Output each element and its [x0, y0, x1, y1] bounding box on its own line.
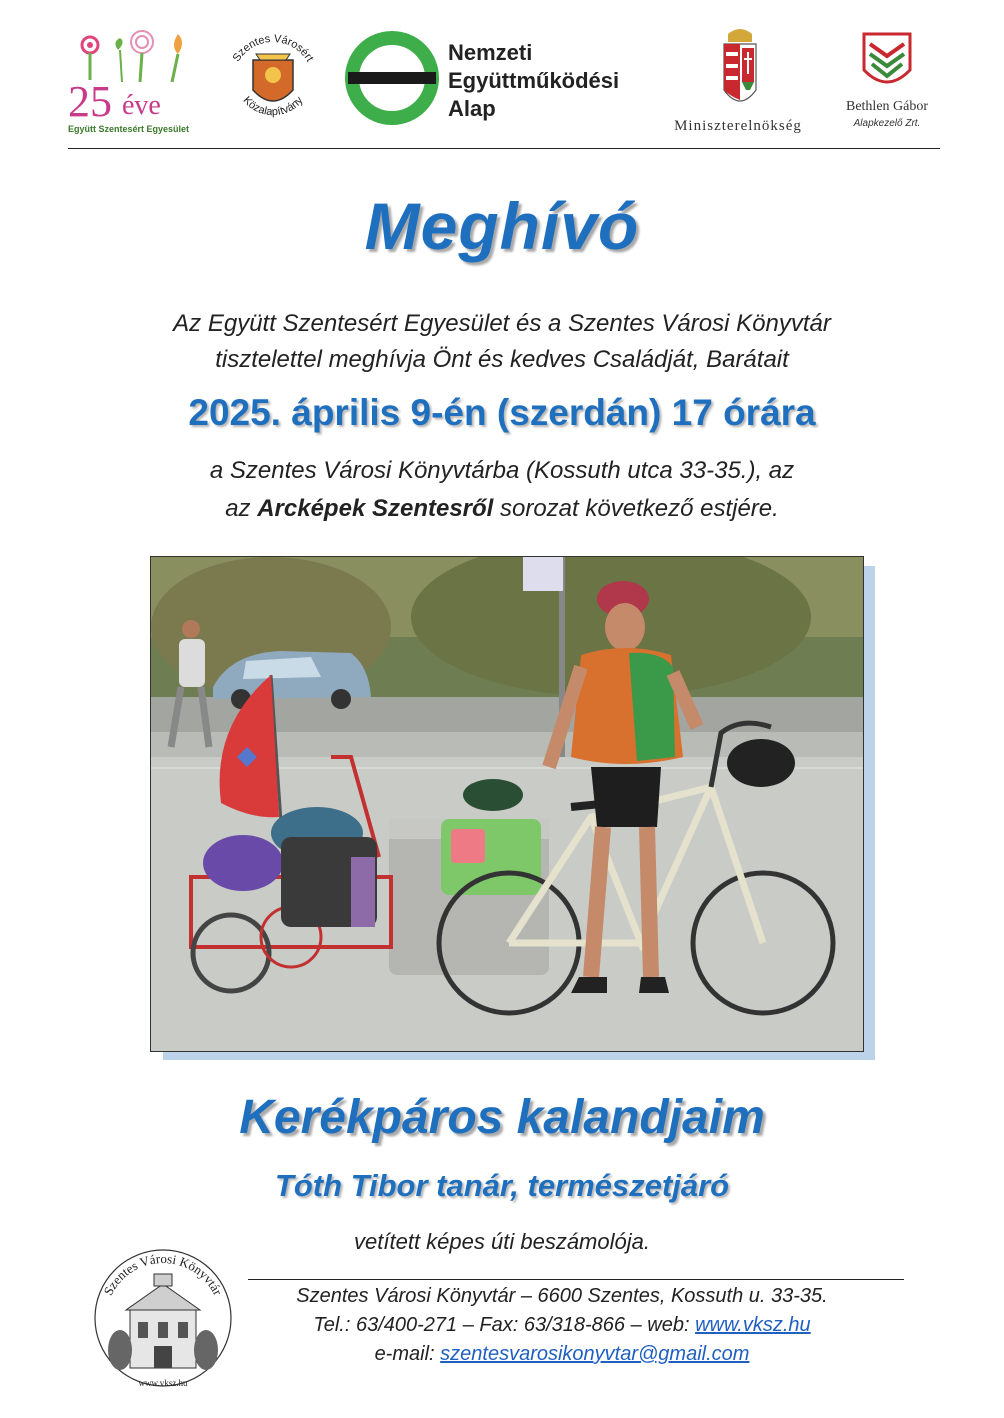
intro-line-2: tisztelettel meghívja Önt és kedves Családját, Barátait	[215, 346, 789, 373]
nea-line1: Nemzeti	[448, 40, 533, 65]
event-date: 2025. április 9-én (szerdán) 17 órára	[188, 392, 816, 433]
venue-line-2	[0, 495, 1004, 523]
hungarian-coat-of-arms-icon	[724, 29, 756, 101]
footer-web-link[interactable]: www.vksz.hu	[695, 1314, 811, 1336]
talk-title: Kerékpáros kalandjaim	[239, 1091, 765, 1144]
bethlen-shield-icon	[864, 34, 910, 82]
stamp-web: www.vksz.hu	[138, 1378, 188, 1388]
bethlen-logo	[830, 20, 944, 140]
footer-email-line	[232, 1343, 892, 1366]
footer-email-link[interactable]: szentesvarosikonyvtar@gmail.com	[440, 1343, 750, 1365]
page-title: Meghívó	[364, 189, 640, 263]
nea-line3: Alap	[448, 96, 496, 121]
footer-email-label: e-mail:	[374, 1343, 441, 1365]
footer-divider	[248, 1279, 904, 1280]
venue-line-1: a Szentes Városi Könyvtárba (Kossuth utca 33-35.), az	[209, 457, 795, 484]
foundation-ring-top: Szentes Városért	[230, 32, 316, 64]
footer-phone: Tel.: 63/400-271 – Fax: 63/318-866 – web:	[313, 1314, 696, 1336]
nea-line2: Együttműködési	[448, 68, 620, 93]
logo-25-sub: Együtt Szentesért Egyesület	[68, 124, 190, 134]
footer-contact	[232, 1314, 892, 1337]
bethlen-name: Bethlen Gábor	[845, 99, 929, 114]
nea-ring-icon	[348, 38, 436, 118]
venue-line-2-pre: az	[225, 495, 258, 522]
foundation-ring-bottom: Közalapítvány	[240, 94, 306, 119]
logo-25-suffix: éve	[122, 90, 161, 121]
foundation-logo	[218, 20, 328, 140]
sponsor-logos	[60, 20, 944, 140]
assoc-25-logo	[60, 20, 210, 140]
stamp-ring-text: Szentes Városi Könyvtár	[100, 1250, 226, 1298]
bethlen-sub: Alapkezelő Zrt.	[853, 118, 921, 129]
ministry-logo	[650, 20, 826, 140]
speaker: Tóth Tibor tanár, természetjáró	[274, 1168, 730, 1203]
footer-address: Szentes Városi Könyvtár – 6600 Szentes, Kossuth u. 33-35.	[296, 1285, 828, 1307]
venue-line-2-post: sorozat következő estjére.	[493, 495, 779, 522]
intro-line-1: Az Együtt Szentesért Egyesület és a Szentes Városi Könyvtár	[173, 310, 831, 337]
library-stamp	[88, 1240, 238, 1390]
header-divider	[68, 148, 940, 149]
ministry-name: Miniszterelnökség	[674, 118, 802, 134]
coat-of-arms-icon	[253, 54, 293, 101]
flower-icon	[82, 31, 182, 82]
series-name: Arcképek Szentesről	[257, 495, 494, 522]
logo-25-number: 25	[68, 77, 112, 126]
talk-description: vetített képes úti beszámolója.	[354, 1229, 650, 1254]
nea-logo	[342, 20, 642, 140]
cyclist-photo	[150, 556, 864, 1052]
